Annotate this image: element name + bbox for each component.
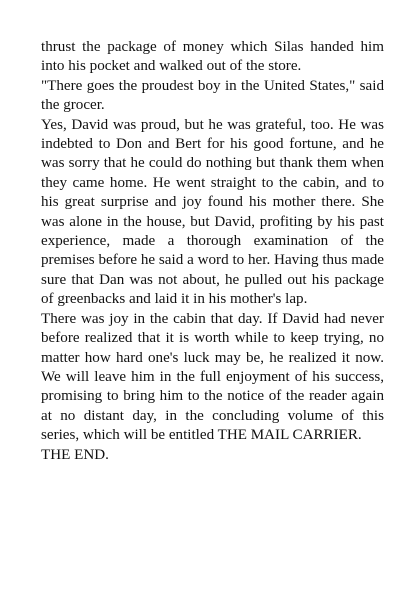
paragraph-grocer-remark: "There goes the proudest boy in the United States," said the grocer. xyxy=(41,77,384,114)
paragraph-david-grateful: Yes, David was proud, but he was grateful, too. He was indebted to Don and Bert for his good fortune, and he was sorry that he could do nothing but thank them when they came home. He went straight to the cabin, and to his great surprise and joy found his mother there. She was alone in the house, but David, profiting by his past experience, made a thorough examination of the premises before he said a word to her. Having thus made sure that Dan was not about, he pulled out his package of greenbacks and laid it in his mother's lap. xyxy=(41,116,384,308)
the-end: THE END. xyxy=(41,446,109,463)
paragraph-package-of-money: thrust the package of money which Silas handed him into his pocket and walked out of the store. xyxy=(41,39,384,75)
paragraph-joy-in-cabin: There was joy in the cabin that day. If David had never before realized that it is worth while to keep trying, no matter how hard one's luck may be, he realized it now. We will leave him in the full enjoyment of his success, promising to bring him to the notice of the reader again at no distant day, in the concluding volume of this series, which will be entitled THE MAIL CARRIER. xyxy=(41,310,384,444)
page-body xyxy=(41,38,384,465)
